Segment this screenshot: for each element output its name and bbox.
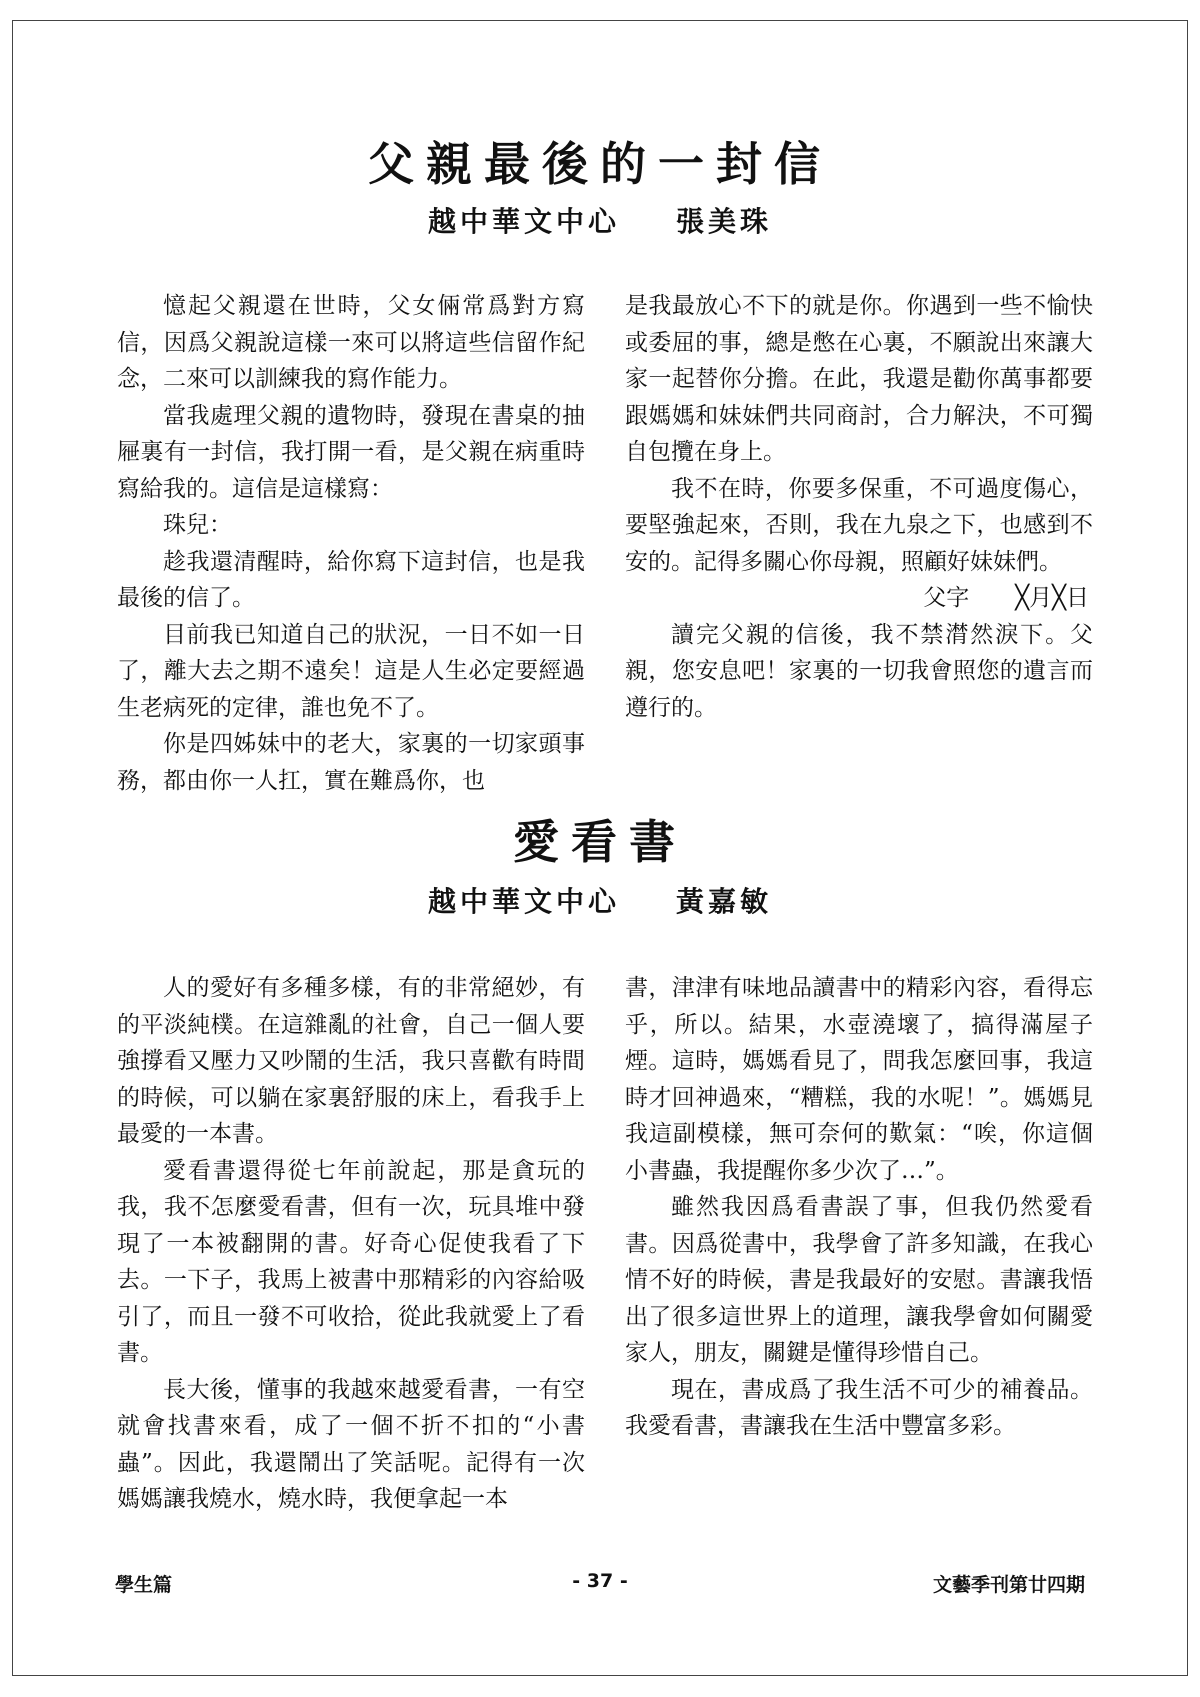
article2-author-org: 越中華文中心 — [427, 885, 620, 918]
letter-date: ╳月╳日 — [1015, 585, 1089, 611]
paragraph: 愛看書還得從七年前說起，那是貪玩的我，我不怎麼愛看書，但有一次，玩具堆中發現了一本被翻開的書。好奇心促使我看了下去。一下子，我馬上被書中那精彩的內容給吸引了，而且一發不可收拾，從此我就愛上了看書。 — [117, 1157, 585, 1366]
page-number: - 37 - — [572, 1570, 628, 1592]
paragraph-continued: 是我最放心不下的就是你。你遇到一些不愉快或委屈的事，總是憋在心裏，不願說出來讓大家一起替你分擔。在此，我還是勸你萬事都要跟媽媽和妹妹們共同商討，合力解決，不可獨自包攬在身上。 — [625, 293, 1093, 465]
paragraph: 長大後，懂事的我越來越愛看書，一有空就會找書來看，成了一個不折不扣的“小書蟲”。因此，我還鬧出了笑話呢。記得有一次媽媽讓我燒水，燒水時，我便拿起一本 — [117, 1376, 585, 1512]
signature: 父字 — [923, 585, 970, 611]
article1-byline — [0, 200, 1200, 240]
letter-signature — [625, 580, 1093, 617]
paragraph: 趁我還清醒時，給你寫下這封信，也是我最後的信了。 — [117, 548, 585, 611]
article2-right-column — [625, 970, 1093, 1445]
paragraph: 憶起父親還在世時，父女倆常爲對方寫信，因爲父親說這樣一來可以將這些信留作紀念，二來可以訓練我的寫作能力。 — [117, 293, 585, 392]
footer-section-label: 學生篇 — [115, 1574, 173, 1596]
article2-byline — [0, 880, 1200, 920]
article2-author-name: 黃嘉敏 — [676, 885, 773, 918]
paragraph: 雖然我因爲看書誤了事，但我仍然愛看書。因爲從書中，我學會了許多知識，在我心情不好的時候，書是我最好的安慰。書讓我悟出了很多這世界上的道理，讓我學會如何關愛家人，朋友，關鍵是懂得珍惜自己。 — [625, 1194, 1093, 1366]
article2-left-column — [117, 970, 585, 1518]
article1-left-column — [117, 288, 585, 799]
footer-publication: 文藝季刊第廿四期 — [932, 1574, 1085, 1596]
article1-author-org: 越中華文中心 — [427, 205, 620, 238]
article2-title: 愛看書 — [513, 815, 687, 869]
paragraph: 你是四姊妹中的老大，家裏的一切家頭事務，都由你一人扛，實在難爲你，也 — [117, 731, 585, 794]
article1-title: 父親最後的一封信 — [368, 137, 832, 191]
letter-salutation: 珠兒： — [163, 512, 232, 538]
paragraph-continued: 書，津津有味地品讀書中的精彩內容，看得忘乎，所以。結果，水壺澆壞了，搞得滿屋子煙。這時，媽媽看見了，問我怎麼回事，我這時才回神過來，“糟糕，我的水呢！”。媽媽見我這副模樣，無可奈何的歎氣：“唉，你這個小書蟲，我提醒你多少次了…”。 — [625, 975, 1093, 1184]
article1-author-name: 張美珠 — [676, 205, 773, 238]
paragraph: 人的愛好有多種多樣，有的非常絕妙，有的平淡純樸。在這雜亂的社會，自己一個人要強撐看又壓力又吵鬧的生活，我只喜歡有時間的時候，可以躺在家裏舒服的床上，看我手上最愛的一本書。 — [117, 975, 585, 1147]
article1-right-column — [625, 288, 1093, 726]
paragraph: 目前我已知道自己的狀況，一日不如一日了，離大去之期不遠矣！這是人生必定要經過生老病死的定律，誰也免不了。 — [117, 621, 585, 721]
paragraph: 我不在時，你要多保重，不可過度傷心，要堅強起來，否則，我在九泉之下，也感到不安的。記得多關心你母親，照顧好妹妹們。 — [625, 475, 1093, 575]
paragraph: 現在，書成爲了我生活不可少的補養品。我愛看書，書讓我在生活中豐富多彩。 — [625, 1376, 1093, 1439]
paragraph: 當我處理父親的遺物時，發現在書桌的抽屜裏有一封信，我打開一看，是父親在病重時寫給我的。這信是這樣寫： — [117, 402, 585, 502]
paragraph: 讀完父親的信後，我不禁潸然淚下。父親，您安息吧！家裏的一切我會照您的遺言而遵行的。 — [625, 621, 1093, 721]
